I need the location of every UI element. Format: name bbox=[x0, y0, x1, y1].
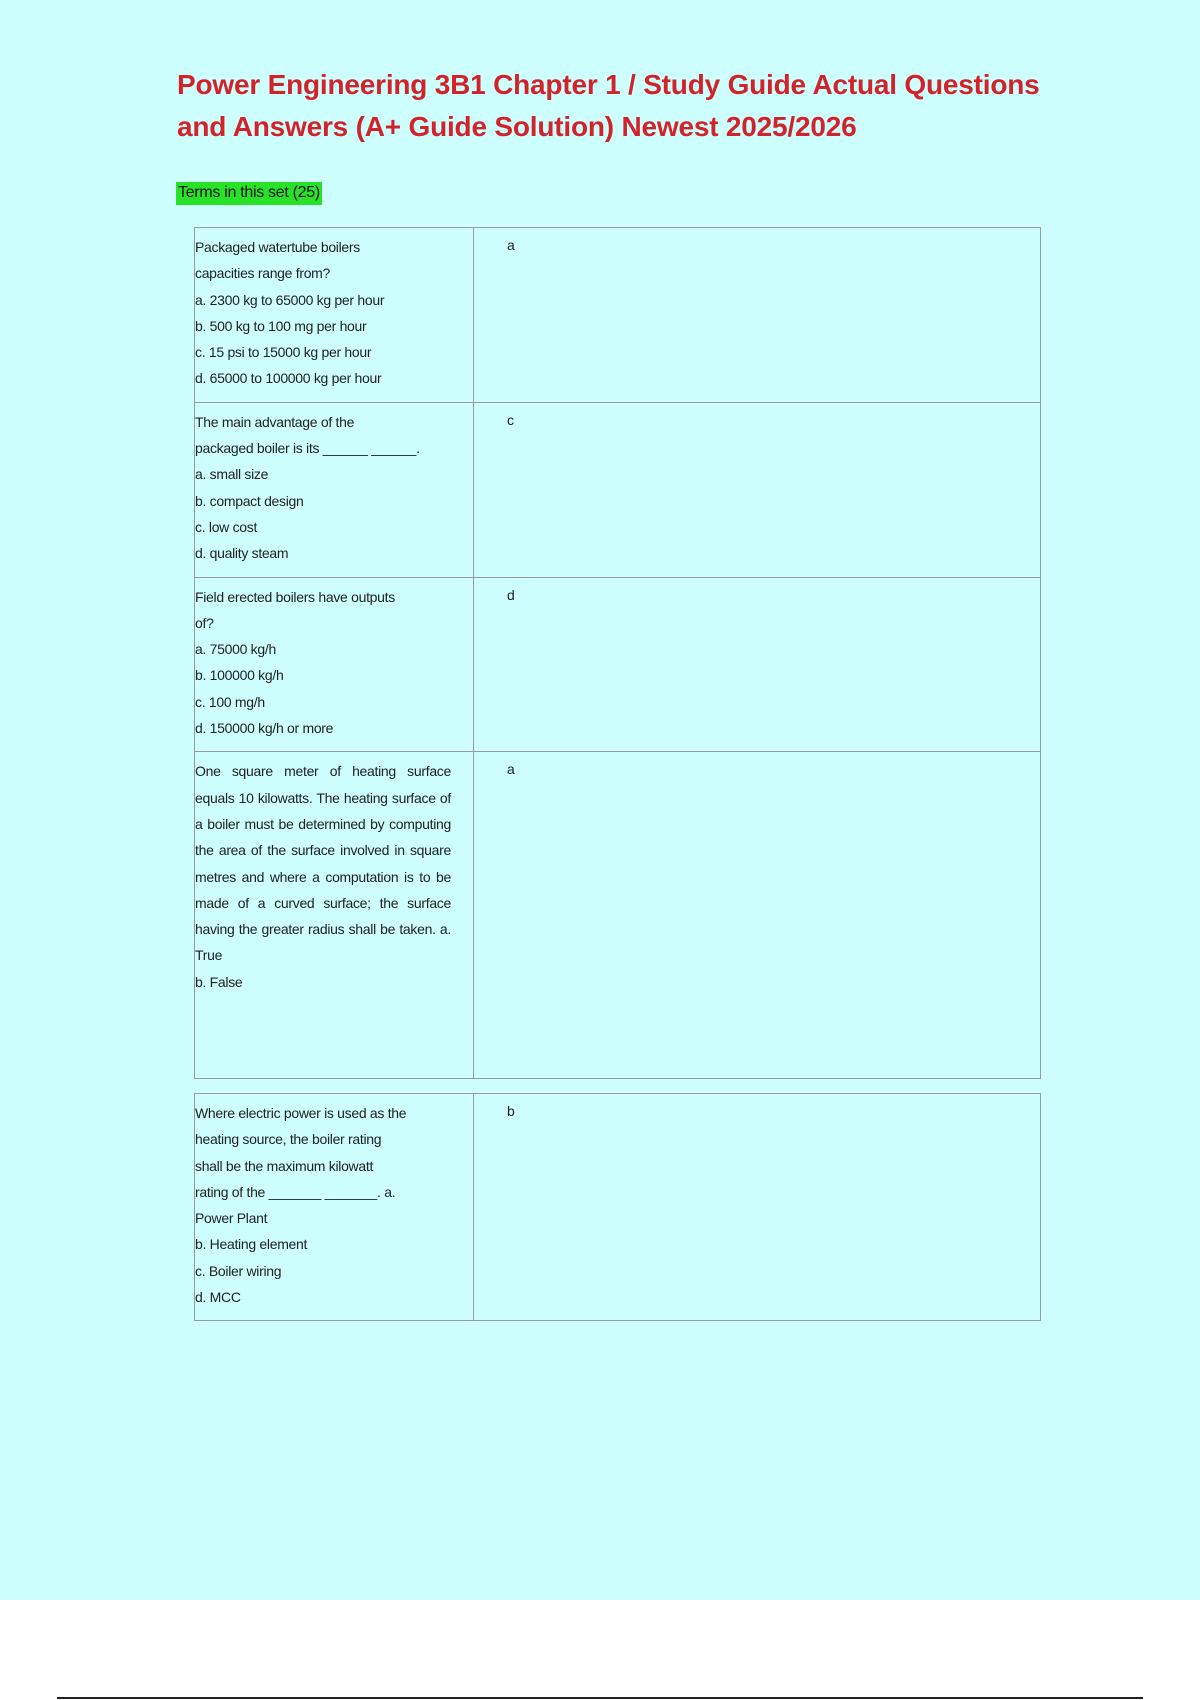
question-line: packaged boiler is its ______ ______. bbox=[195, 440, 420, 457]
option-line: b. False bbox=[195, 973, 243, 990]
option-line: Power Plant bbox=[195, 1210, 268, 1227]
option-line: b. 500 kg to 100 mg per hour bbox=[195, 317, 367, 334]
option-line: c. low cost bbox=[195, 518, 258, 535]
option-line: a. 75000 kg/h bbox=[195, 641, 276, 658]
option-line: b. 100000 kg/h bbox=[195, 667, 284, 684]
option-line: d. 150000 kg/h or more bbox=[195, 720, 334, 737]
answer-text: a bbox=[507, 237, 515, 253]
table-row bbox=[195, 402, 1041, 577]
option-line: d. quality steam bbox=[195, 545, 289, 562]
answer-text: b bbox=[507, 1103, 515, 1119]
question-line: heating source, the boiler rating bbox=[195, 1131, 382, 1148]
qa-table bbox=[194, 227, 1041, 1079]
terms-count-label: Terms in this set (25) bbox=[176, 182, 322, 205]
question-cell bbox=[195, 577, 474, 752]
question-cell bbox=[195, 228, 474, 403]
option-line: c. Boiler wiring bbox=[195, 1262, 282, 1279]
option-line: b. Heating element bbox=[195, 1236, 308, 1253]
answer-cell bbox=[474, 1094, 1041, 1321]
option-line: c. 15 psi to 15000 kg per hour bbox=[195, 344, 372, 361]
option-line: a. small size bbox=[195, 466, 269, 483]
answer-text: c bbox=[507, 411, 514, 428]
question-line: The main advantage of the bbox=[195, 413, 355, 430]
question-cell bbox=[195, 752, 474, 1079]
option-line: a. 2300 kg to 65000 kg per hour bbox=[195, 291, 385, 308]
question-line: capacities range from? bbox=[195, 265, 331, 282]
question-line: Packaged watertube boilers bbox=[195, 239, 360, 255]
answer-cell bbox=[474, 577, 1041, 752]
question-paragraph: One square meter of heating surface equals 10 kilowatts. The heating surface of a boiler must be determined by computing the area of the surface involved in square metres and where a computation is to be made of a curved surface; the surface having the greater radius shall be taken. a. True bbox=[195, 763, 455, 964]
question-line: Field erected boilers have outputs bbox=[195, 588, 395, 605]
question-line: shall be the maximum kilowatt bbox=[195, 1157, 374, 1174]
table-row bbox=[195, 752, 1041, 1079]
table-row bbox=[195, 1094, 1041, 1321]
answer-cell bbox=[474, 752, 1041, 1079]
answer-text: a bbox=[507, 761, 515, 778]
footer-rule bbox=[57, 1697, 1143, 1699]
option-line: c. 100 mg/h bbox=[195, 693, 265, 710]
question-line: rating of the _______ _______. a. bbox=[195, 1183, 396, 1200]
table-row bbox=[195, 228, 1041, 403]
answer-text: d bbox=[507, 586, 515, 603]
option-line: b. compact design bbox=[195, 492, 304, 509]
option-line: d. MCC bbox=[195, 1289, 241, 1306]
question-cell bbox=[195, 1094, 474, 1321]
table-row bbox=[195, 577, 1041, 752]
qa-table bbox=[194, 1093, 1041, 1321]
option-line: d. 65000 to 100000 kg per hour bbox=[195, 370, 382, 387]
question-line: Where electric power is used as the bbox=[195, 1105, 407, 1121]
question-cell bbox=[195, 402, 474, 577]
answer-cell bbox=[474, 228, 1041, 403]
answer-cell bbox=[474, 402, 1041, 577]
document-title: Power Engineering 3B1 Chapter 1 / Study Guide Actual Questions and Answers (A+ Guide Solution) Newest 2025/2026 bbox=[177, 69, 1040, 142]
question-line: of? bbox=[195, 614, 214, 631]
